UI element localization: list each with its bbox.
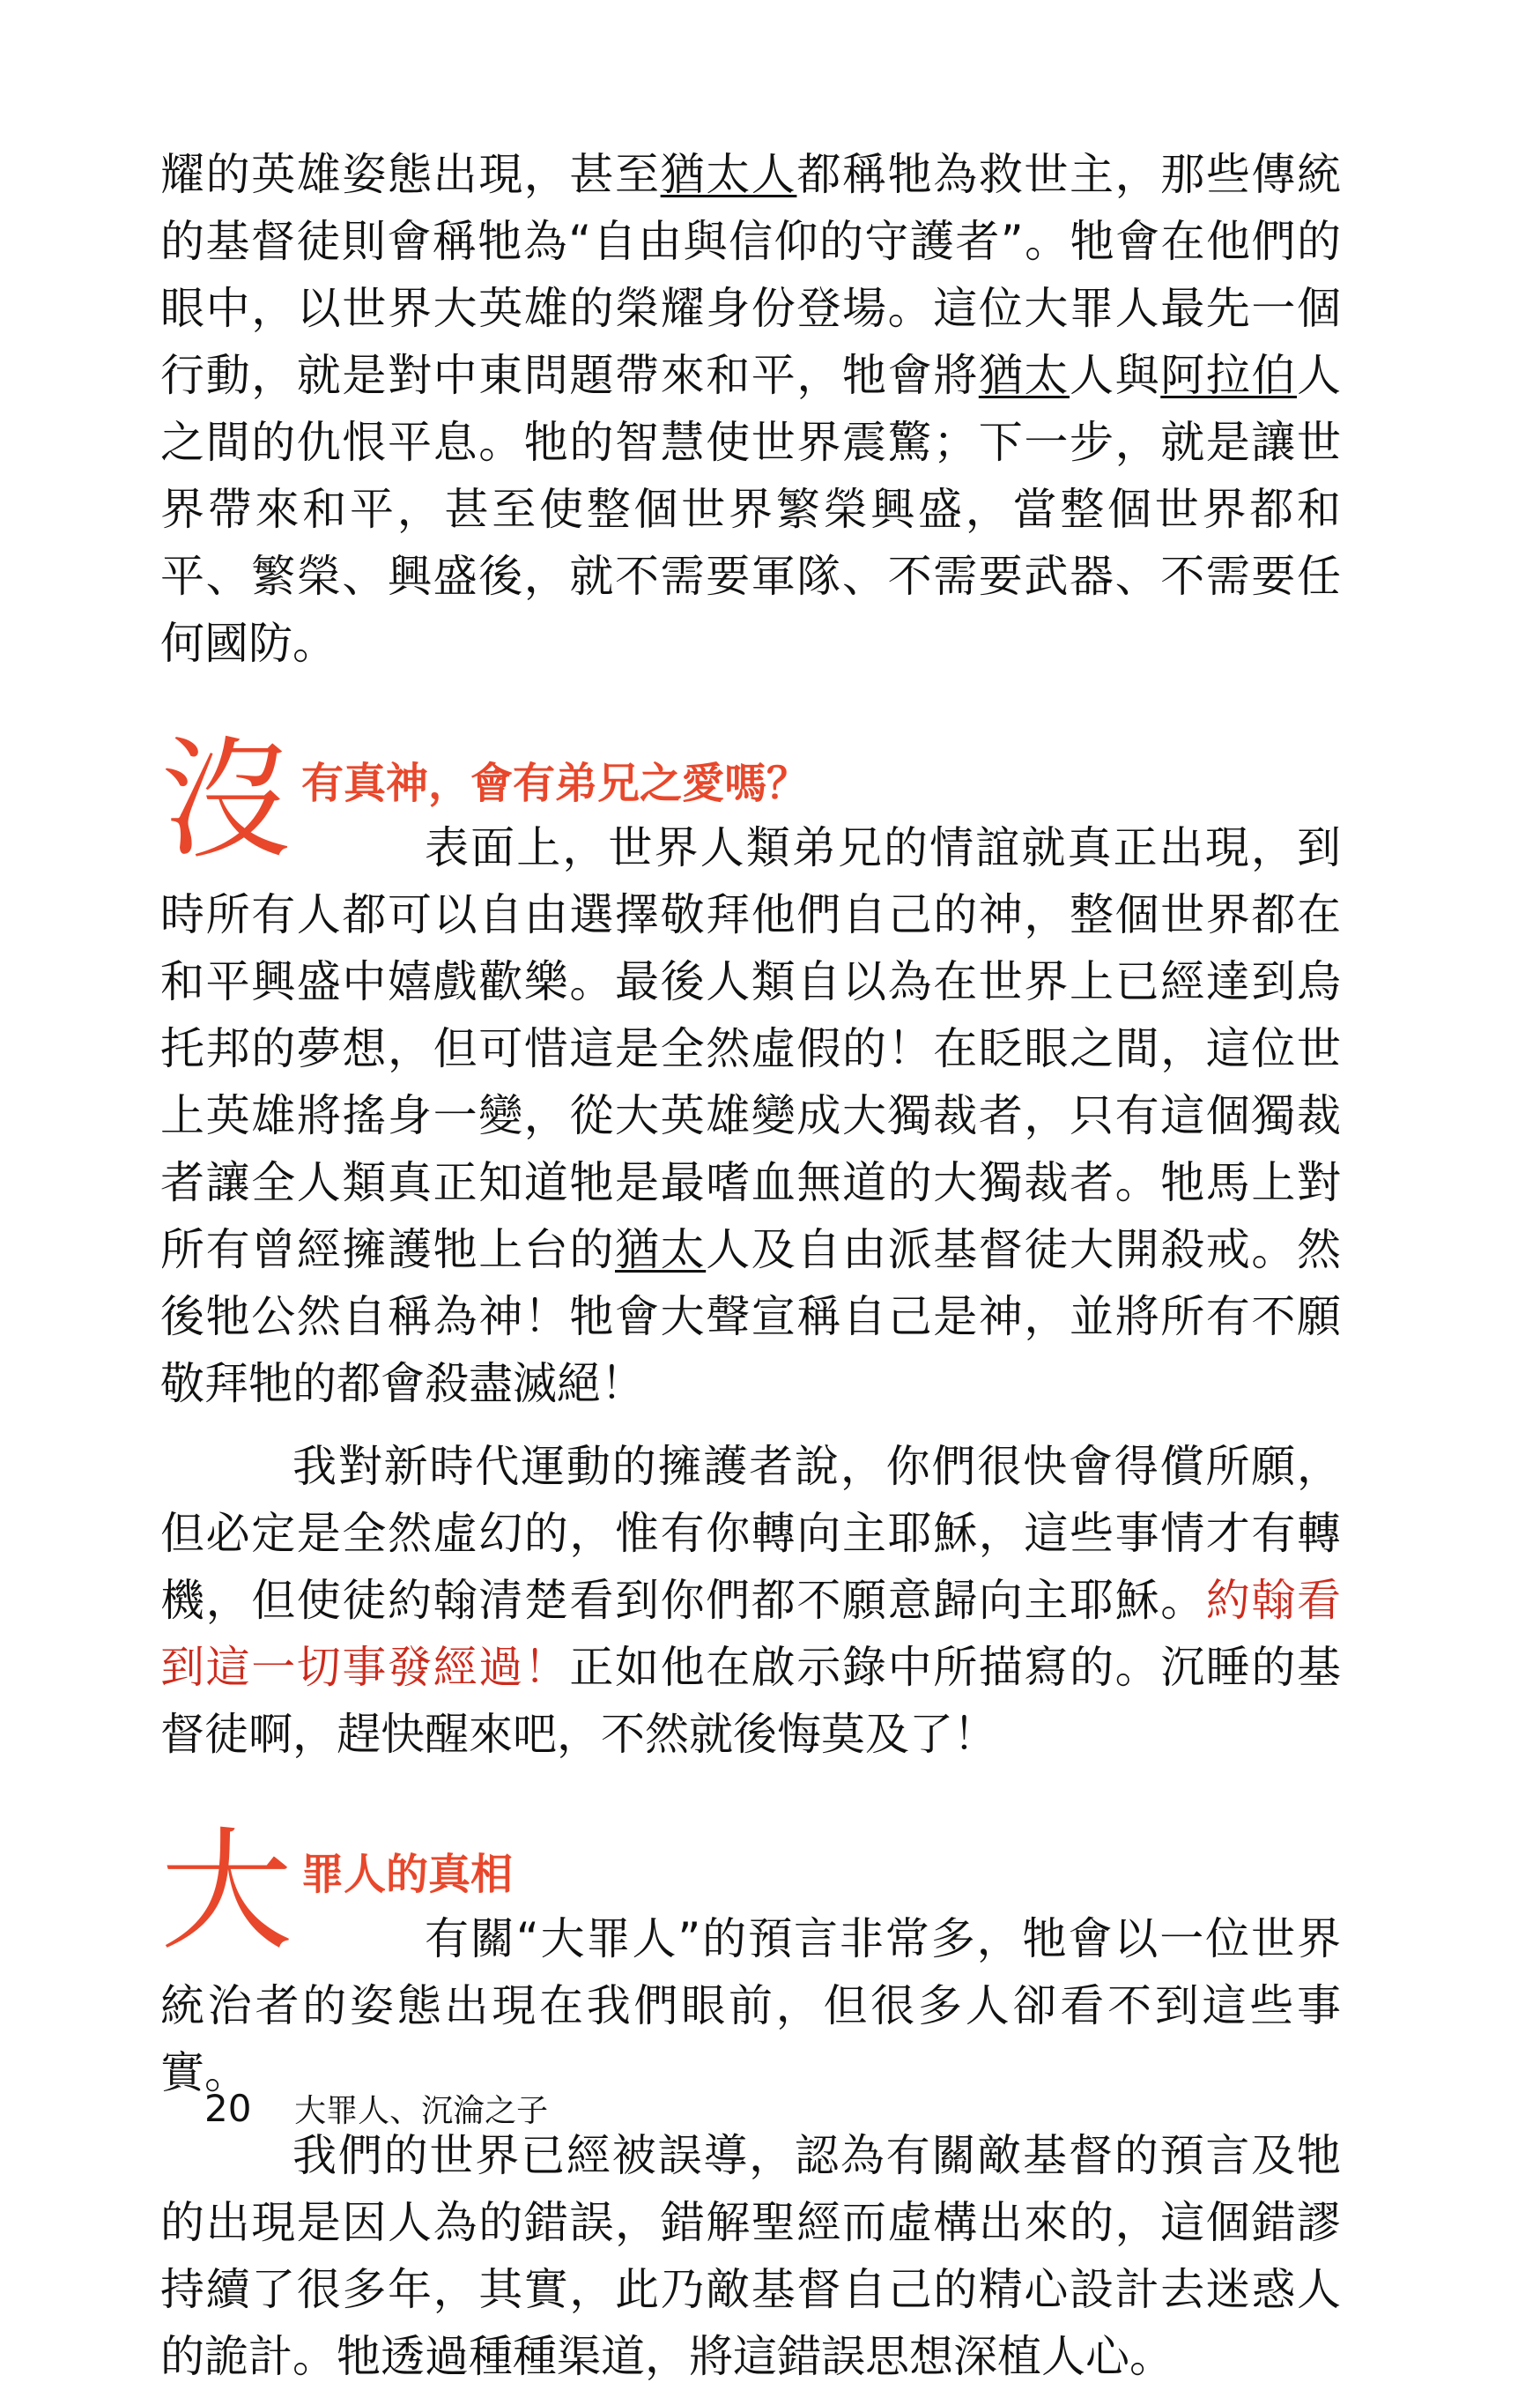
text-run: 人之間的仇恨平息。牠的智慧使世界震驚；下一步，就是讓世界帶來和平，甚至使整個世界繁榮興盛，當整個世界都和平、繁榮、興盛後，就不需要軍隊、不需要武器、不需要任何國防。: [160, 350, 1342, 669]
text-run: 耀的英雄姿態出現，甚至: [160, 149, 661, 200]
highlighted-text: 約翰看到這一切事發經過！: [160, 1575, 1342, 1693]
text-run: 都稱牠為救世主，那些傳統的基督徒則會稱牠為“自由與信仰的守護者”。牠會在他們的眼中，以世界大英雄的榮耀身份登場。這位大罪人最先一個行動，就是對中東問題帶來和平，牠會將: [160, 149, 1342, 401]
paragraph-intro: [160, 141, 1341, 677]
text-run: 人及自由派基督徒大開殺戒。然後牠公然自稱為神！牠會大聲宣稱自己是神，並將所有不願敬拜牠的都會殺盡滅絕！: [160, 1224, 1342, 1409]
paragraph-section1-1: [160, 814, 1341, 1417]
drop-cap: 大: [160, 1815, 293, 1969]
underlined-term-jewish: 猶太: [978, 350, 1070, 401]
paragraph-section1-2: [160, 1433, 1341, 1768]
underlined-term-arab: 阿拉伯: [1160, 350, 1298, 401]
text-run: 表面上，世界人類弟兄的情誼就真正出現，到時所有人都可以自由選擇敬拜他們自己的神，整個世界都在和平興盛中嬉戲歡樂。最後人類自以為在世界上已經達到烏托邦的夢想，但可惜這是全然虛假的！在眨眼之間，這位世上英雄將搖身一變，從大英雄變成大獨裁者，只有這個獨裁者讓全人類真正知道牠是最嗜血無道的大獨裁者。牠馬上對所有曾經擁護牠上台的: [160, 822, 1341, 1275]
paragraph-section2-2: 我們的世界已經被誤導，認為有關敵基督的預言及牠的出現是因人為的錯誤，錯解聖經而虛構出來的，這個錯謬持續了很多年，其實，此乃敵基督自己的精心設計去迷惑人的詭計。牠透過種種渠道，將這錯誤思想深植人心。: [160, 2130, 1341, 2382]
section-heading: 罪人的真相: [301, 1850, 514, 1899]
underlined-term-jews: 猶太人: [660, 149, 797, 200]
paragraph-section2-1: 有關“大罪人”的預言非常多，牠會以一位世界統治者的姿態出現在我們眼前，但很多人卻看不到這些事實。: [160, 1913, 1341, 2098]
text-run: 正如他在啟示錄中所描寫的。沉睡的基督徒啊，趕快醒來吧，不然就後悔莫及了！: [160, 1642, 1342, 1760]
main-content: [160, 141, 1341, 2390]
section-heading: 有真神，會有弟兄之愛嗎？: [301, 759, 810, 808]
text-run: 人與: [1070, 350, 1161, 401]
text-run: 我對新時代運動的擁護者說，你們很快會得償所願，但必定是全然虛幻的，惟有你轉向主耶穌，這些事情才有轉機，但使徒約翰清楚看到你們都不願意歸向主耶穌。: [160, 1441, 1341, 1626]
book-title: 大罪人、沉淪之子: [294, 2093, 549, 2129]
page-footer: [204, 2087, 548, 2134]
page-number: 20: [204, 2087, 252, 2130]
section-brotherly-love: [160, 724, 1342, 1768]
underlined-term-jewish: 猶太: [615, 1224, 707, 1275]
drop-cap: 沒: [160, 724, 293, 878]
